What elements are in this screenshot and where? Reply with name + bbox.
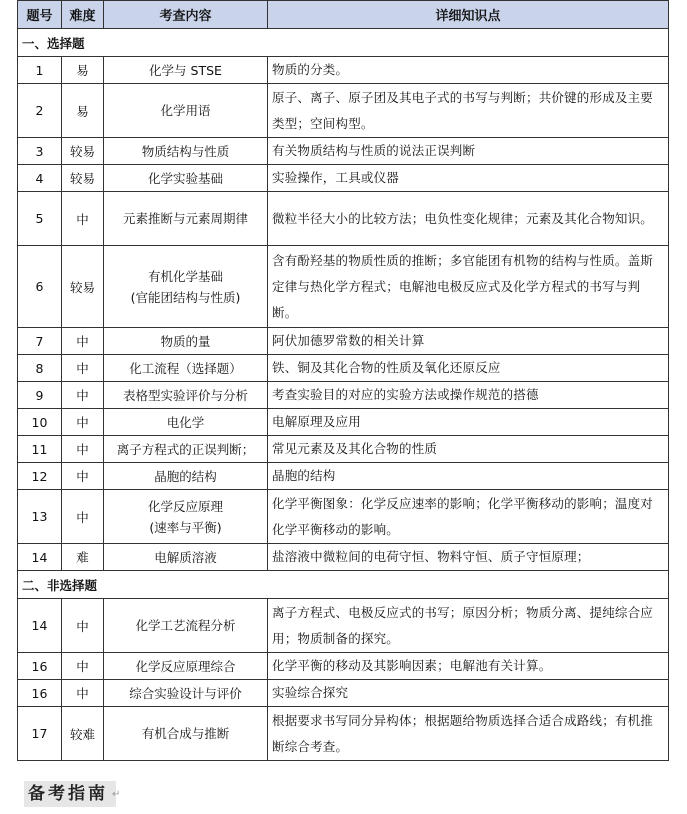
table-row: [18, 84, 669, 138]
row-difficulty: 较难: [62, 707, 104, 761]
row-detail: 常见元素及及其化合物的性质: [268, 436, 669, 463]
row-difficulty: 中: [62, 463, 104, 490]
row-topic: 元素推断与元素周期律: [104, 192, 268, 246]
row-detail: 含有酚羟基的物质性质的推断；多官能团有机物的结构与性质。盖斯定律与热化学方程式；电解池电极反应式及化学方程式的书写与判断。: [268, 246, 669, 328]
row-difficulty: 中: [62, 409, 104, 436]
row-topic: 化学实验基础: [104, 165, 268, 192]
section-title-nonchoice: 二、非选择题: [18, 571, 669, 599]
header-content: 考查内容: [104, 1, 268, 29]
row-difficulty: 较易: [62, 246, 104, 328]
row-difficulty: 中: [62, 382, 104, 409]
table-row: [18, 490, 669, 544]
row-detail: 考查实验目的对应的实验方法或操作规范的搭德: [268, 382, 669, 409]
row-difficulty: 较易: [62, 138, 104, 165]
row-difficulty: 易: [62, 84, 104, 138]
header-detail: 详细知识点: [268, 1, 669, 29]
row-difficulty: 中: [62, 328, 104, 355]
row-topic: 物质的量: [104, 328, 268, 355]
row-difficulty: 中: [62, 653, 104, 680]
row-detail: 实验综合探究: [268, 680, 669, 707]
row-topic: 电解质溶液: [104, 544, 268, 571]
row-topic: 有机合成与推断: [104, 707, 268, 761]
table-row: [18, 544, 669, 571]
row-detail: 铁、铜及其化合物的性质及氧化还原反应: [268, 355, 669, 382]
row-difficulty: 较易: [62, 165, 104, 192]
row-difficulty: 难: [62, 544, 104, 571]
table-row: [18, 653, 669, 680]
row-detail: 物质的分类。: [268, 57, 669, 84]
row-difficulty: 易: [62, 57, 104, 84]
row-num: 12: [18, 463, 62, 490]
row-difficulty: 中: [62, 355, 104, 382]
row-detail: 阿伏加德罗常数的相关计算: [268, 328, 669, 355]
table-row: [18, 463, 669, 490]
row-detail: 实验操作，工具或仪器: [268, 165, 669, 192]
exam-outline-table: [17, 0, 669, 761]
row-num: 6: [18, 246, 62, 328]
row-detail: 电解原理及应用: [268, 409, 669, 436]
row-topic-sub: (速率与平衡): [149, 519, 222, 535]
table-row: [18, 436, 669, 463]
row-topic: 物质结构与性质: [104, 138, 268, 165]
row-topic: 表格型实验评价与分析: [104, 382, 268, 409]
row-topic: 电化学: [104, 409, 268, 436]
row-detail: 化学平衡图象：化学反应速率的影响；化学平衡移动的影响；温度对化学平衡移动的影响。: [268, 490, 669, 544]
row-topic: 化学用语: [104, 84, 268, 138]
table-row: [18, 246, 669, 328]
row-topic: 化学反应原理: [147, 498, 223, 514]
row-topic: 化学工艺流程分析: [104, 599, 268, 653]
guide-heading: [24, 781, 116, 807]
header-difficulty: 难度: [62, 1, 104, 29]
row-topic-sub: (官能团结构与性质): [130, 289, 241, 305]
row-difficulty: 中: [62, 192, 104, 246]
row-detail: 盐溶液中微粒间的电荷守恒、物料守恒、质子守恒原理；: [268, 544, 669, 571]
table-row: [18, 355, 669, 382]
table-row: [18, 707, 669, 761]
row-detail: 晶胞的结构: [268, 463, 669, 490]
table-row: [18, 192, 669, 246]
row-topic-cell: [104, 246, 268, 328]
row-topic-cell: [104, 490, 268, 544]
section-row-choice: [18, 29, 669, 57]
row-num: 11: [18, 436, 62, 463]
section-title-choice: 一、选择题: [18, 29, 669, 57]
row-topic: 有机化学基础: [147, 268, 223, 284]
section-row-nonchoice: [18, 571, 669, 599]
row-difficulty: 中: [62, 490, 104, 544]
guide-title: 备考指南: [28, 784, 108, 804]
row-num: 4: [18, 165, 62, 192]
row-num: 9: [18, 382, 62, 409]
table-row: [18, 138, 669, 165]
row-num: 10: [18, 409, 62, 436]
table-row: [18, 57, 669, 84]
row-detail: 化学平衡的移动及其影响因素；电解池有关计算。: [268, 653, 669, 680]
row-difficulty: 中: [62, 436, 104, 463]
row-num: 13: [18, 490, 62, 544]
row-difficulty: 中: [62, 599, 104, 653]
row-topic: 离子方程式的正误判断；: [104, 436, 268, 463]
row-num: 5: [18, 192, 62, 246]
row-topic: 综合实验设计与评价: [104, 680, 268, 707]
row-num: 16: [18, 653, 62, 680]
row-num: 14: [18, 599, 62, 653]
header-num: 题号: [18, 1, 62, 29]
header-row: [18, 1, 669, 29]
row-num: 7: [18, 328, 62, 355]
row-topic: 化学与 STSE: [104, 57, 268, 84]
row-topic: 化工流程（选择题）: [104, 355, 268, 382]
row-num: 17: [18, 707, 62, 761]
row-detail: 原子、离子、原子团及其电子式的书写与判断；共价键的形成及主要类型；空间构型。: [268, 84, 669, 138]
row-detail: 微粒半径大小的比较方法；电负性变化规律；元素及其化合物知识。: [268, 192, 669, 246]
row-num: 8: [18, 355, 62, 382]
row-topic: 晶胞的结构: [104, 463, 268, 490]
table-row: [18, 328, 669, 355]
row-detail: 离子方程式、电极反应式的书写；原因分析；物质分离、提纯综合应用；物质制备的探究。: [268, 599, 669, 653]
row-num: 14: [18, 544, 62, 571]
paragraph-mark-icon: ↵: [112, 789, 121, 800]
table-row: [18, 382, 669, 409]
table-row: [18, 165, 669, 192]
row-detail: 有关物质结构与性质的说法正误判断: [268, 138, 669, 165]
row-num: 16: [18, 680, 62, 707]
row-topic: 化学反应原理综合: [104, 653, 268, 680]
row-num: 1: [18, 57, 62, 84]
table-row: [18, 599, 669, 653]
row-difficulty: 中: [62, 680, 104, 707]
table-row: [18, 409, 669, 436]
row-num: 2: [18, 84, 62, 138]
table-row: [18, 680, 669, 707]
row-detail: 根据要求书写同分异构体；根据题给物质选择合适合成路线；有机推断综合考查。: [268, 707, 669, 761]
row-num: 3: [18, 138, 62, 165]
